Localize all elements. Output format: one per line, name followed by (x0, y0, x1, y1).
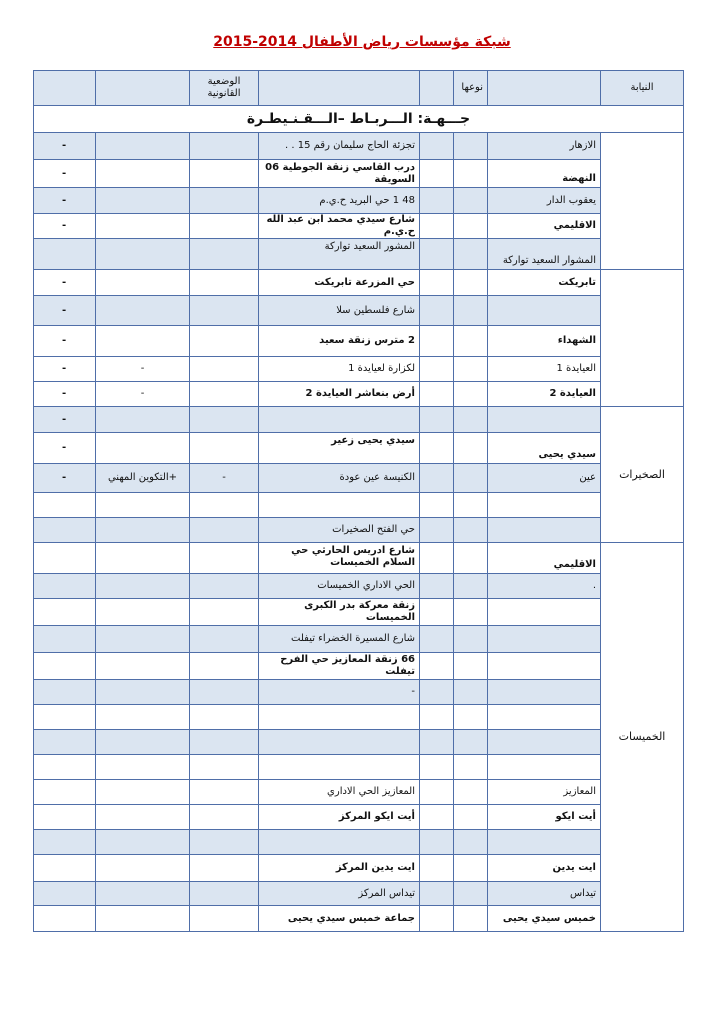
cell-c5 (420, 574, 454, 599)
cell-c2 (96, 626, 190, 653)
cell-c5 (420, 653, 454, 680)
cell-c2 (96, 133, 190, 160)
kindergarten-network-table (33, 70, 684, 932)
cell-c4: الكنيسة عين عودة (259, 464, 420, 493)
cell-c7 (488, 493, 601, 518)
cell-c7: تابريكت (488, 270, 601, 296)
cell-c5 (420, 730, 454, 755)
cell-c6 (454, 407, 488, 433)
cell-c4: أيت ايكو المركز (259, 805, 420, 830)
cell-c3 (190, 705, 259, 730)
cell-c7 (488, 518, 601, 543)
cell-c3 (190, 214, 259, 239)
cell-c1: - (34, 296, 96, 326)
cell-c5 (420, 755, 454, 780)
cell-c6 (454, 705, 488, 730)
table-row (34, 543, 684, 574)
cell-c5 (420, 780, 454, 805)
cell-c5 (420, 543, 454, 574)
cell-c6 (454, 296, 488, 326)
cell-c5 (420, 855, 454, 882)
cell-c1: - (34, 188, 96, 214)
cell-c4: تيداس المركز (259, 882, 420, 906)
cell-c4 (259, 755, 420, 780)
table-row (34, 626, 684, 653)
cell-c4: حي الفتح الصخيرات (259, 518, 420, 543)
cell-c6 (454, 680, 488, 705)
cell-c1: - (34, 433, 96, 464)
cell-c2 (96, 407, 190, 433)
cell-c1 (34, 830, 96, 855)
cell-c4: 66 زنقة المعازيز حي الفرح تيفلت (259, 653, 420, 680)
cell-c5 (420, 805, 454, 830)
table-row (34, 599, 684, 626)
cell-c2 (96, 270, 190, 296)
cell-c6 (454, 188, 488, 214)
cell-c6 (454, 574, 488, 599)
cell-c6 (454, 882, 488, 906)
cell-c7 (488, 830, 601, 855)
cell-c5 (420, 518, 454, 543)
cell-c3 (190, 296, 259, 326)
table-row (34, 830, 684, 855)
cell-c7: الشهداء (488, 326, 601, 357)
cell-c6 (454, 599, 488, 626)
cell-c7: العيايدة 2 (488, 382, 601, 407)
table-row (34, 805, 684, 830)
table-row (34, 214, 684, 239)
cell-c4: - (259, 680, 420, 705)
cell-c7: المعازيز (488, 780, 601, 805)
cell-c6 (454, 755, 488, 780)
cell-c2 (96, 805, 190, 830)
cell-c3 (190, 882, 259, 906)
niyaba-khemisset: الخميسات (601, 543, 684, 932)
cell-c5 (420, 270, 454, 296)
table-row (34, 518, 684, 543)
table-row (34, 407, 684, 433)
cell-c5 (420, 296, 454, 326)
cell-c4 (259, 730, 420, 755)
cell-c5 (420, 626, 454, 653)
cell-c2 (96, 780, 190, 805)
cell-c7 (488, 296, 601, 326)
cell-c5 (420, 882, 454, 906)
cell-c5 (420, 599, 454, 626)
cell-c5 (420, 382, 454, 407)
cell-c1: - (34, 382, 96, 407)
cell-c6 (454, 543, 488, 574)
niyaba-2 (601, 270, 684, 407)
cell-c5 (420, 830, 454, 855)
cell-c1: - (34, 133, 96, 160)
table-row (34, 882, 684, 906)
cell-c6 (454, 805, 488, 830)
cell-c3 (190, 270, 259, 296)
cell-c2 (96, 730, 190, 755)
table-row (34, 239, 684, 270)
region-row (34, 106, 684, 133)
cell-c4: شارع ادريس الحارثي حي السلام الخميسات (259, 543, 420, 574)
cell-c7: العيايدة 1 (488, 357, 601, 382)
cell-c2 (96, 830, 190, 855)
cell-c1 (34, 518, 96, 543)
cell-c1 (34, 755, 96, 780)
cell-c2 (96, 653, 190, 680)
cell-c7 (488, 730, 601, 755)
header-col-7 (488, 71, 601, 106)
table-row (34, 730, 684, 755)
cell-c3 (190, 357, 259, 382)
cell-c6 (454, 382, 488, 407)
cell-c3 (190, 574, 259, 599)
cell-c3 (190, 188, 259, 214)
cell-c6 (454, 730, 488, 755)
cell-c7: الازهار (488, 133, 601, 160)
cell-c1: - (34, 270, 96, 296)
header-col-2 (96, 71, 190, 106)
cell-c4: زنقة معركة بدر الكبرى الخميسات (259, 599, 420, 626)
cell-c2: - (96, 357, 190, 382)
cell-c1 (34, 493, 96, 518)
cell-c6 (454, 270, 488, 296)
cell-c5 (420, 464, 454, 493)
cell-c7: الاقليمي (488, 543, 601, 574)
cell-c6 (454, 780, 488, 805)
cell-c4: تجزئة الحاج سليمان رقم 15 . . (259, 133, 420, 160)
cell-c5 (420, 133, 454, 160)
cell-c3 (190, 780, 259, 805)
cell-c1: - (34, 214, 96, 239)
cell-c1 (34, 855, 96, 882)
cell-c7: خميس سيدي يحيى (488, 906, 601, 932)
cell-c2 (96, 755, 190, 780)
cell-c5 (420, 239, 454, 270)
cell-c2 (96, 239, 190, 270)
header-col-5 (420, 71, 454, 106)
cell-c2 (96, 855, 190, 882)
table-row (34, 160, 684, 188)
cell-c7: الاقليمي (488, 214, 601, 239)
cell-c1 (34, 705, 96, 730)
cell-c6 (454, 160, 488, 188)
cell-c1: - (34, 357, 96, 382)
cell-c7: النهضة (488, 160, 601, 188)
cell-c5 (420, 407, 454, 433)
cell-c5 (420, 493, 454, 518)
cell-c2 (96, 296, 190, 326)
table-row (34, 382, 684, 407)
cell-c1: - (34, 160, 96, 188)
cell-c5 (420, 433, 454, 464)
cell-c5 (420, 160, 454, 188)
cell-c5 (420, 188, 454, 214)
cell-c3 (190, 518, 259, 543)
cell-c7 (488, 705, 601, 730)
cell-c3 (190, 543, 259, 574)
cell-c3 (190, 680, 259, 705)
cell-c3 (190, 805, 259, 830)
table-row (34, 780, 684, 805)
cell-c3 (190, 326, 259, 357)
cell-c1 (34, 543, 96, 574)
cell-c5 (420, 906, 454, 932)
cell-c7 (488, 755, 601, 780)
cell-c7: . (488, 574, 601, 599)
cell-c3 (190, 653, 259, 680)
cell-c7 (488, 680, 601, 705)
cell-c1 (34, 882, 96, 906)
table-row (34, 133, 684, 160)
cell-c1: - (34, 407, 96, 433)
cell-c4: الحي الاداري الخميسات (259, 574, 420, 599)
table-row (34, 680, 684, 705)
cell-c7: سيدي يحيى (488, 433, 601, 464)
table-row (34, 906, 684, 932)
cell-c7 (488, 407, 601, 433)
cell-c2 (96, 705, 190, 730)
cell-c1 (34, 780, 96, 805)
cell-c6 (454, 357, 488, 382)
table-row (34, 705, 684, 730)
cell-c5 (420, 705, 454, 730)
cell-c4: درب القاسي زنقة الجوطية 06 السويقة (259, 160, 420, 188)
cell-c6 (454, 433, 488, 464)
cell-c3 (190, 133, 259, 160)
cell-c6 (454, 326, 488, 357)
cell-c3 (190, 830, 259, 855)
cell-c5 (420, 357, 454, 382)
table-row (34, 326, 684, 357)
cell-c5 (420, 680, 454, 705)
cell-c3 (190, 239, 259, 270)
cell-c4: جماعة خميس سيدي يحيى (259, 906, 420, 932)
header-row (34, 71, 684, 106)
header-legal-status: الوضعية القانونية (190, 71, 259, 106)
cell-c1 (34, 574, 96, 599)
cell-c3 (190, 906, 259, 932)
cell-c1: - (34, 464, 96, 493)
cell-c1 (34, 599, 96, 626)
header-type: نوعها (454, 71, 488, 106)
cell-c3 (190, 626, 259, 653)
niyaba-1 (601, 133, 684, 270)
cell-c2 (96, 188, 190, 214)
cell-c5 (420, 326, 454, 357)
cell-c2: +التكوين المهني (96, 464, 190, 493)
table-row (34, 433, 684, 464)
cell-c1 (34, 805, 96, 830)
table-row (34, 755, 684, 780)
header-col-1 (34, 71, 96, 106)
cell-c6 (454, 830, 488, 855)
table-row (34, 855, 684, 882)
cell-c4: المعازيز الحي الاداري (259, 780, 420, 805)
cell-c3 (190, 433, 259, 464)
cell-c1: - (34, 326, 96, 357)
cell-c4: 48 1 حي البريد ح.ي.م (259, 188, 420, 214)
table-row (34, 574, 684, 599)
cell-c7: المشوار السعيد تواركة (488, 239, 601, 270)
header-col-4 (259, 71, 420, 106)
cell-c1 (34, 906, 96, 932)
cell-c1 (34, 730, 96, 755)
cell-c3 (190, 407, 259, 433)
cell-c6 (454, 493, 488, 518)
cell-c1 (34, 680, 96, 705)
cell-c1 (34, 653, 96, 680)
cell-c2 (96, 574, 190, 599)
niyaba-skhirat: الصخيرات (601, 407, 684, 543)
cell-c7: ايت يدين (488, 855, 601, 882)
header-niyaba: النيابة (601, 71, 684, 106)
cell-c6 (454, 214, 488, 239)
cell-c1 (34, 239, 96, 270)
cell-c1 (34, 626, 96, 653)
cell-c6 (454, 626, 488, 653)
cell-c4 (259, 705, 420, 730)
cell-c7 (488, 599, 601, 626)
cell-c4: شارع فلسطين سلا (259, 296, 420, 326)
table-row (34, 493, 684, 518)
cell-c4 (259, 830, 420, 855)
cell-c3 (190, 160, 259, 188)
cell-c2 (96, 493, 190, 518)
cell-c2 (96, 160, 190, 188)
table-row (34, 296, 684, 326)
cell-c4: 2 مترس زنقة سعيد (259, 326, 420, 357)
cell-c2 (96, 518, 190, 543)
cell-c4: شارع المسيرة الخضراء تيفلت (259, 626, 420, 653)
cell-c2: - (96, 382, 190, 407)
table-row (34, 357, 684, 382)
cell-c2 (96, 680, 190, 705)
table-row (34, 270, 684, 296)
cell-c4: ايت يدين المركز (259, 855, 420, 882)
cell-c3 (190, 855, 259, 882)
cell-c7: أيت ايكو (488, 805, 601, 830)
table-row (34, 653, 684, 680)
cell-c6 (454, 239, 488, 270)
cell-c2 (96, 599, 190, 626)
cell-c7 (488, 653, 601, 680)
cell-c4: حي المزرعة تابريكت (259, 270, 420, 296)
cell-c4: سيدي يحيى زعير (259, 433, 420, 464)
cell-c3 (190, 493, 259, 518)
cell-c7: عين (488, 464, 601, 493)
cell-c3: - (190, 464, 259, 493)
cell-c2 (96, 543, 190, 574)
cell-c6 (454, 518, 488, 543)
cell-c3 (190, 599, 259, 626)
cell-c4 (259, 493, 420, 518)
cell-c6 (454, 855, 488, 882)
cell-c3 (190, 382, 259, 407)
cell-c3 (190, 730, 259, 755)
cell-c2 (96, 433, 190, 464)
table-row (34, 188, 684, 214)
cell-c6 (454, 906, 488, 932)
cell-c5 (420, 214, 454, 239)
cell-c4 (259, 407, 420, 433)
cell-c7: يعقوب الدار (488, 188, 601, 214)
cell-c6 (454, 464, 488, 493)
cell-c4: شارع سيدي محمد ابن عبد الله ح.ي.م (259, 214, 420, 239)
cell-c6 (454, 133, 488, 160)
cell-c2 (96, 326, 190, 357)
cell-c2 (96, 882, 190, 906)
cell-c2 (96, 906, 190, 932)
cell-c4: لكزارة لعيايدة 1 (259, 357, 420, 382)
region-title: جـــهـة: الـــربـاط –الـــقـنـيطـرة (34, 106, 684, 133)
cell-c4: أرض بنعاشر العيايدة 2 (259, 382, 420, 407)
cell-c2 (96, 214, 190, 239)
cell-c7: تيداس (488, 882, 601, 906)
cell-c4: المشور السعيد تواركة (259, 239, 420, 270)
cell-c6 (454, 653, 488, 680)
cell-c7 (488, 626, 601, 653)
cell-c3 (190, 755, 259, 780)
table-row (34, 464, 684, 493)
page-title: شبكة مؤسسات رياض الأطفال 2014-2015 (213, 34, 511, 50)
